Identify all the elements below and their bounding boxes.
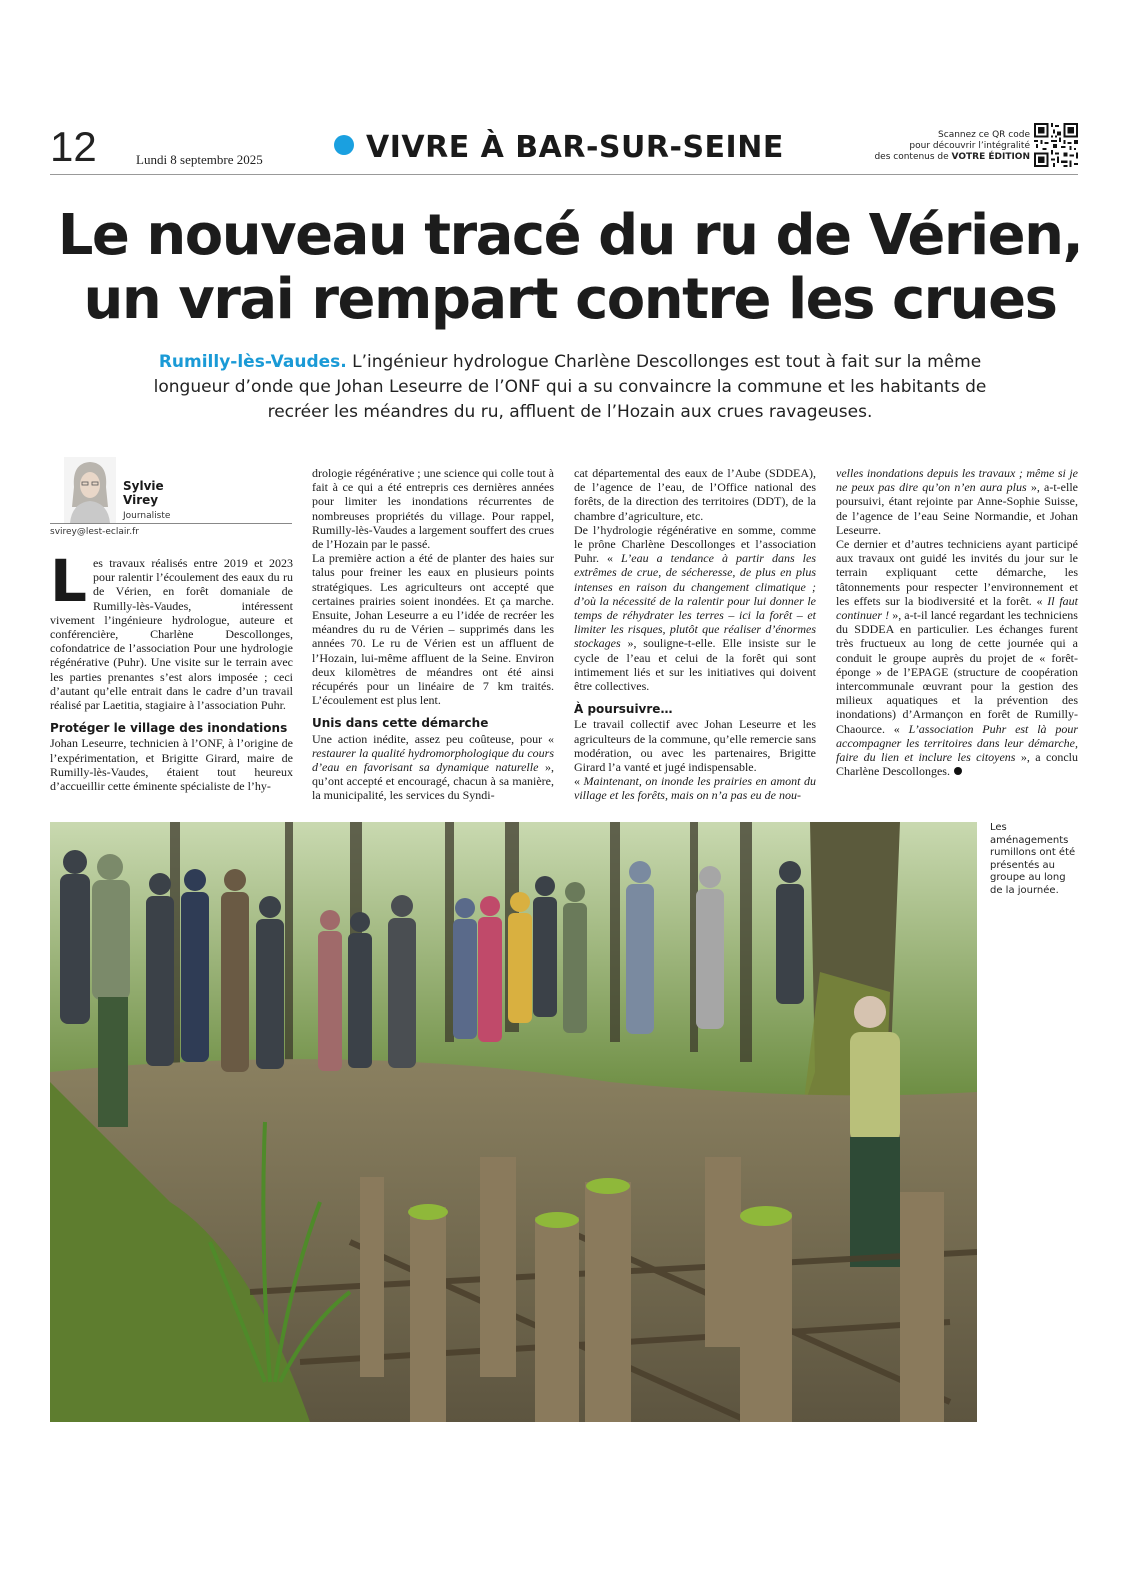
text: », a-t-il lancé regardant les techniciens du SDDEA en particulier. Les échanges furent très fructueux au long de cette journée qui a conduit le groupe auprès du projet de « forêt-éponge » de l’EPAGE (structure de coopération intercommunale œuvrant pour la gestion des milieux aquatiques et la prévention des inondations) d’Armançon en forêt de Rumilly-Chaource. « (836, 608, 1078, 736)
text: », souligne-t-elle. Elle insiste sur le cycle de l’eau et celui de la forêt qui sont intimement liés et sur les initiatives qui doivent être collectives. (574, 636, 816, 694)
article-headline (40, 204, 1100, 332)
author-email[interactable]: svirey@lest-eclair.fr (50, 527, 139, 537)
article-column-3 (574, 466, 816, 803)
paragraph (836, 537, 1078, 778)
issue-date: Lundi 8 septembre 2025 (136, 152, 263, 167)
section-rubric (334, 130, 784, 165)
text: Ce dernier et d’autres techniciens ayant participé aux travaux ont guidé les invités du jour sur le terrain expliquant cette démarche, les tâtonnements pour respecter l’environnement et les effets sur la biodiversité et la forêt. « (836, 537, 1078, 608)
drop-cap: L (50, 547, 87, 615)
paragraph-text: es travaux réalisés entre 2019 et 2023 pour ralentir l’écoulement des eaux du ru de Vérien, en forêt domaniale de Rumilly-lès-Vaudes, intéressent vivement l’ingénieure hydrologue, auteure et conférencière, Charlène Descollonges, cofondatrice de l’association Pour une hydrologie régénérative (Puhr). Une visite sur le terrain avec les parties prenantes s’est alors imposée ; ceci d’autant qu’elle entrait dans le cadre d’un travail réalisé par Laetitia, stagiaire à l’association Puhr. (50, 556, 293, 713)
qr-line-2: pour découvrir l’intégralité (909, 141, 1030, 151)
text: », a-t-elle poursuivi, étant rejointe par Anne-Sophie Suisse, de l’agence de l’eau Seine Normandie, et Johan Leseurre. (836, 480, 1078, 537)
author-first-name: Sylvie (123, 479, 164, 493)
paragraph: Johan Leseurre, technicien à l’ONF, à l’origine de l’expérimentation, et Brigitte Girard, maire de Rumilly-lès-Vaudes, étaient tout heureux d’accueillir cette éminente spécialiste de l’hy- (50, 736, 293, 794)
article-column-4 (836, 466, 1078, 778)
qr-line-3-bold: VOTRE ÉDITION (951, 152, 1030, 162)
photo-caption: Les aménagements rumillons ont été présentés au groupe au long de la journée. (990, 822, 1076, 896)
paragraph: Le travail collectif avec Johan Leseurre et les agriculteurs de la commune, qu’elle remercie sans modération, ou avec les partenaires, Brigitte Girard l’a vanté et jugé indispensable. (574, 717, 816, 775)
author-name (123, 479, 164, 507)
quote: Maintenant, on inonde les prairies en amont du village et les forêts, mais on n’a pas eu de nou- (574, 774, 816, 803)
qr-line-1: Scannez ce QR code (938, 130, 1030, 140)
end-mark-icon (954, 767, 962, 775)
subheading: Protéger le village des inondations (50, 721, 288, 736)
text: « (574, 774, 584, 789)
qr-code-icon[interactable] (1034, 123, 1078, 167)
quote: restaurer la qualité hydromorphologique du cours d’eau en favorisant sa dynamique naturelle (312, 745, 554, 775)
article-lede (150, 350, 990, 425)
quote: Il faut continuer ! (836, 593, 1079, 623)
author-rule (50, 523, 292, 524)
paragraph: La première action a été de planter des haies sur talus pour freiner les eaux en plusieurs points stratégiques. Les agriculteurs ont accepté que certaines prairies soient inondées. Et ça marche. Ensuite, Johan Leseurre a eu l’idée de recréer les méandres du ru de Vérien – supprimés dans les années 70. Le ru de Vérien est un affluent de l’Hozain, lui-même affluent de la Seine. Environ deux kilomètres de méandres ont été ainsi récupérés pour un linéaire de 7 km traités. L’écoulement est plus lent. (312, 551, 554, 708)
qr-instructions (874, 130, 1030, 163)
subheading: Unis dans cette démarche (312, 716, 489, 731)
article-column-2 (312, 466, 554, 803)
author-last-name: Virey (123, 493, 159, 507)
quote: L’eau a tendance à partir dans les extrêmes de crue, de sécheresse, de plus en plus intenses en raison du changement climatique ; d’où la nécessité de la ralentir pour lui donner le temps de réhydrater les terres – ici la forêt – et limiter les risques, plutôt que réaliser d’énormes stockages (574, 551, 816, 651)
article-column-1 (50, 547, 293, 794)
paragraph (836, 466, 1078, 537)
author-role: Journaliste (123, 511, 171, 521)
paragraph: cat départemental des eaux de l’Aube (SDDEA), de l’agence de l’eau, de l’Office national des forêts, de la direction des territoires (DDT), de la chambre d’agriculture, etc. (574, 466, 816, 523)
paragraph (312, 732, 554, 803)
quote: velles inondations depuis les travaux ; même si je ne peux pas dire qu’on n’en aura plus (836, 466, 1078, 495)
headline-line-2: un vrai rempart contre les crues (83, 267, 1057, 332)
header-rule (50, 174, 1078, 175)
article-photo (50, 822, 977, 1422)
author-avatar (64, 457, 116, 523)
text: De l’hydrologie régénérative en somme, comme le prône Charlène Descollonges et l’association Puhr. « (574, 522, 816, 566)
rubric-label: VIVRE À BAR-SUR-SEINE (366, 130, 784, 165)
qr-line-3 (874, 152, 1030, 163)
subheading: À poursuivre… (574, 702, 673, 717)
rubric-dot-icon (334, 135, 354, 155)
paragraph: drologie régénérative ; une science qui colle tout à fait à ce qui a été entrepris ces dernières années pour limiter les inondations récurrentes de nombreuses propriétés du village. Pour rappel, Rumilly-lès-Vaudes a largement souffert des crues de l’Hozain par le passé. (312, 466, 554, 552)
text: Une action inédite, assez peu coûteuse, pour « (312, 731, 554, 746)
headline-line-1: Le nouveau tracé du ru de Vérien, (57, 203, 1083, 268)
text: », a conclu Charlène Descollonges. (836, 750, 1079, 779)
qr-line-3-prefix: des contenus de (874, 152, 952, 162)
paragraph (574, 774, 816, 802)
paragraph (50, 547, 293, 713)
paragraph (574, 523, 816, 693)
lede-text: L’ingénieur hydrologue Charlène Descollonges est tout à fait sur la même longueur d’onde que Johan Leseurre de l’ONF qui a su convaincre la commune et les habitants de recréer les méandres du ru, affluent de l’Hozain aux crues ravageuses. (153, 352, 987, 422)
page-number: 12 (50, 123, 97, 170)
text: », qu’ont accepté et encouragé, chacun à sa manière, la municipalité, les services du Syndi- (312, 760, 554, 803)
quote: L’association Puhr est là pour accompagner les territoires dans leur démarche, faire du lien et inclure les citoyens (836, 721, 1078, 765)
lede-place: Rumilly-lès-Vaudes. (158, 352, 347, 372)
